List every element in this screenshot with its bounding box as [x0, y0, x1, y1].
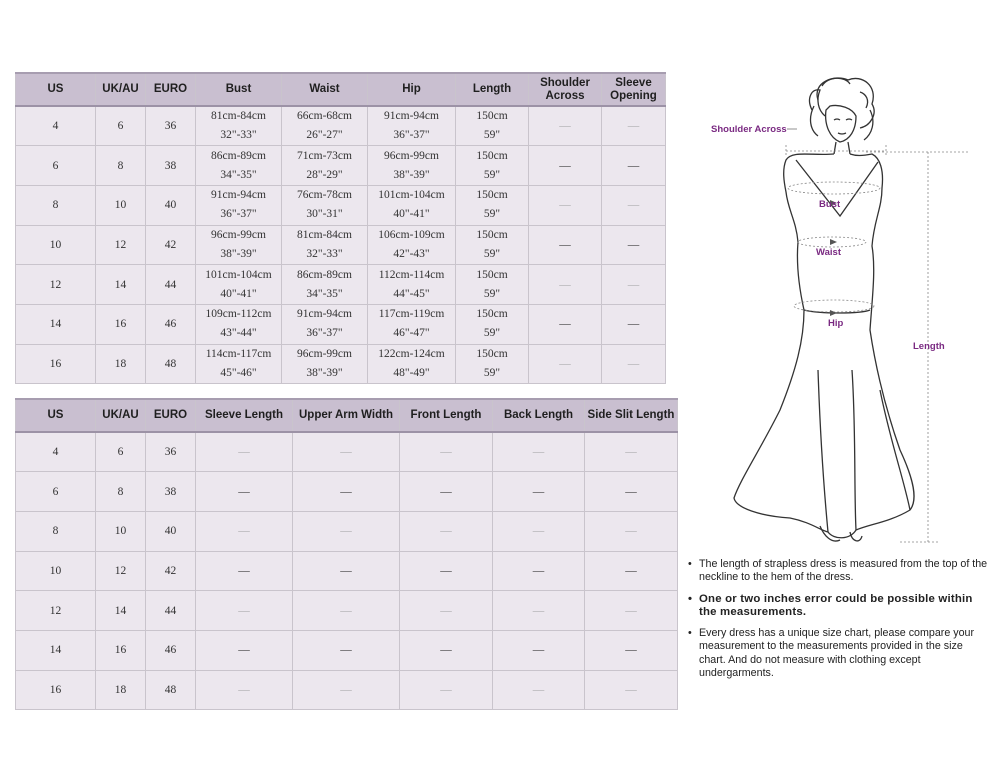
cell-hip-cm: 112cm-114cm: [378, 268, 445, 281]
cell-bust: [196, 344, 282, 384]
header-uk-au: UK/AU: [96, 399, 146, 432]
cell-side-slit-length: —: [585, 670, 678, 710]
cell-euro: 40: [146, 185, 196, 225]
cell-bust-inch: 43"-44": [220, 327, 257, 340]
header-sleeve-opening: Sleeve Opening: [602, 73, 666, 106]
header-side-slit-length: Side Slit Length: [585, 399, 678, 432]
header-sleeve-length: Sleeve Length: [196, 399, 293, 432]
cell-upper-arm-width: —: [293, 472, 400, 512]
cell-length: [456, 265, 529, 305]
cell-bust-inch: 45"-46": [220, 366, 257, 379]
cell-euro: 38: [146, 472, 196, 512]
cell-bust: [196, 185, 282, 225]
table-row: [16, 432, 678, 472]
cell-length-inch: 59": [483, 247, 501, 260]
cell-waist-cm: 76cm-78cm: [297, 189, 352, 202]
cell-shoulder-across: —: [529, 106, 602, 146]
cell-shoulder-across: —: [529, 225, 602, 265]
cell-length-inch: 59": [483, 129, 501, 142]
cell-us: 10: [16, 551, 96, 591]
cell-front-length: —: [400, 472, 493, 512]
cell-side-slit-length: —: [585, 551, 678, 591]
table-row: [16, 265, 666, 305]
cell-us: 4: [16, 432, 96, 472]
cell-shoulder-across: —: [529, 304, 602, 344]
cell-waist-inch: 36"-37": [306, 327, 343, 340]
cell-side-slit-length: —: [585, 591, 678, 631]
header-euro: EURO: [146, 73, 196, 106]
cell-bust-inch: 34"-35": [220, 168, 257, 181]
cell-waist-inch: 30"-31": [306, 208, 343, 221]
cell-bust: [196, 225, 282, 265]
cell-euro: 46: [146, 630, 196, 670]
header-upper-arm-width: Upper Arm Width: [293, 399, 400, 432]
table-row: [16, 225, 666, 265]
cell-length-inch: 59": [483, 287, 501, 300]
label-length: Length: [913, 341, 945, 352]
cell-bust: [196, 304, 282, 344]
cell-upper-arm-width: —: [293, 670, 400, 710]
cell-hip: [368, 146, 456, 186]
cell-uk-au: 6: [96, 106, 146, 146]
cell-waist: [282, 304, 368, 344]
cell-euro: 42: [146, 225, 196, 265]
cell-length: [456, 225, 529, 265]
cell-sleeve-length: —: [196, 630, 293, 670]
label-waist: Waist: [816, 247, 841, 258]
cell-sleeve-opening: —: [602, 185, 666, 225]
cell-hip-inch: 40"-41": [393, 208, 430, 221]
cell-upper-arm-width: —: [293, 511, 400, 551]
cell-us: 16: [16, 344, 96, 384]
table-row: [16, 185, 666, 225]
note-strapless-length: • The length of strapless dress is measured from the top of the neckline to the hem of the dress.: [686, 558, 990, 585]
cell-uk-au: 8: [96, 146, 146, 186]
cell-us: 16: [16, 670, 96, 710]
cell-back-length: —: [493, 472, 585, 512]
cell-hip-cm: 117cm-119cm: [378, 308, 445, 321]
cell-hip-cm: 122cm-124cm: [378, 347, 445, 360]
cell-waist: [282, 185, 368, 225]
cell-waist-inch: 38"-39": [306, 366, 343, 379]
cell-euro: 46: [146, 304, 196, 344]
note-error-margin: • One or two inches error could be possible within the measurements.: [686, 593, 990, 620]
table2-header-row: [16, 399, 678, 432]
cell-us: 4: [16, 106, 96, 146]
cell-length-inch: 59": [483, 208, 501, 221]
dress-measurement-figure: [700, 70, 990, 550]
cell-length-cm: 150cm: [476, 228, 508, 241]
cell-hip-cm: 106cm-109cm: [378, 228, 445, 241]
cell-uk-au: 18: [96, 670, 146, 710]
cell-hip-cm: 101cm-104cm: [378, 189, 445, 202]
head-illustration: [810, 78, 875, 154]
cell-side-slit-length: —: [585, 432, 678, 472]
table-row: [16, 670, 678, 710]
cell-uk-au: 6: [96, 432, 146, 472]
cell-bust-inch: 36"-37": [220, 208, 257, 221]
cell-front-length: —: [400, 432, 493, 472]
size-table-main: [15, 72, 666, 384]
table-row: [16, 304, 666, 344]
cell-euro: 48: [146, 344, 196, 384]
cell-waist-inch: 28"-29": [306, 168, 343, 181]
cell-back-length: —: [493, 630, 585, 670]
header-uk-au: UK/AU: [96, 73, 146, 106]
cell-length-cm: 150cm: [476, 308, 508, 321]
cell-bust: [196, 265, 282, 305]
header-front-length: Front Length: [400, 399, 493, 432]
cell-sleeve-opening: —: [602, 146, 666, 186]
cell-length-cm: 150cm: [476, 189, 508, 202]
cell-us: 8: [16, 185, 96, 225]
cell-uk-au: 8: [96, 472, 146, 512]
cell-uk-au: 10: [96, 511, 146, 551]
cell-euro: 44: [146, 591, 196, 631]
cell-hip: [368, 185, 456, 225]
cell-waist: [282, 146, 368, 186]
cell-length: [456, 304, 529, 344]
cell-length-cm: 150cm: [476, 149, 508, 162]
header-bust: Bust: [196, 73, 282, 106]
cell-sleeve-opening: —: [602, 106, 666, 146]
cell-us: 10: [16, 225, 96, 265]
cell-bust-inch: 40"-41": [220, 287, 257, 300]
cell-hip-cm: 91cm-94cm: [384, 110, 439, 123]
cell-waist: [282, 225, 368, 265]
table1-header-row: [16, 73, 666, 106]
cell-waist-inch: 32"-33": [306, 247, 343, 260]
header-hip: Hip: [368, 73, 456, 106]
cell-waist-inch: 26"-27": [306, 129, 343, 142]
header-length: Length: [456, 73, 529, 106]
table-row: [16, 106, 666, 146]
cell-bust-cm: 101cm-104cm: [205, 268, 272, 281]
cell-side-slit-length: —: [585, 472, 678, 512]
cell-length: [456, 185, 529, 225]
cell-back-length: —: [493, 551, 585, 591]
cell-bust-cm: 114cm-117cm: [205, 347, 272, 360]
cell-sleeve-length: —: [196, 551, 293, 591]
cell-bust-cm: 86cm-89cm: [211, 149, 266, 162]
header-shoulder-across: Shoulder Across: [529, 73, 602, 106]
cell-hip-inch: 36"-37": [393, 129, 430, 142]
cell-front-length: —: [400, 511, 493, 551]
cell-uk-au: 16: [96, 630, 146, 670]
cell-sleeve-opening: —: [602, 225, 666, 265]
cell-upper-arm-width: —: [293, 630, 400, 670]
dress-illustration: [700, 70, 990, 550]
cell-us: 12: [16, 265, 96, 305]
table-row: [16, 472, 678, 512]
cell-waist-inch: 34"-35": [306, 287, 343, 300]
cell-hip-inch: 38"-39": [393, 168, 430, 181]
cell-upper-arm-width: —: [293, 432, 400, 472]
cell-sleeve-length: —: [196, 511, 293, 551]
cell-euro: 36: [146, 106, 196, 146]
cell-waist-cm: 96cm-99cm: [297, 347, 352, 360]
header-euro: EURO: [146, 399, 196, 432]
note-unique-size-chart: • Every dress has a unique size chart, please compare your measurement to the measurements provided in the size chart. And do not measure with clothing except undergarments.: [686, 627, 990, 680]
header-waist: Waist: [282, 73, 368, 106]
header-us: US: [16, 399, 96, 432]
cell-waist: [282, 106, 368, 146]
cell-waist-cm: 86cm-89cm: [297, 268, 352, 281]
cell-hip-inch: 48"-49": [393, 366, 430, 379]
cell-length: [456, 106, 529, 146]
table-row: [16, 344, 666, 384]
cell-hip-inch: 44"-45": [393, 287, 430, 300]
table-row: [16, 630, 678, 670]
cell-length: [456, 344, 529, 384]
label-shoulder-across: Shoulder Across: [711, 124, 787, 135]
cell-euro: 40: [146, 511, 196, 551]
cell-hip-cm: 96cm-99cm: [384, 149, 439, 162]
cell-front-length: —: [400, 670, 493, 710]
cell-hip-inch: 42"-43": [393, 247, 430, 260]
cell-sleeve-length: —: [196, 591, 293, 631]
cell-sleeve-opening: —: [602, 344, 666, 384]
cell-bust: [196, 106, 282, 146]
cell-bust: [196, 146, 282, 186]
cell-side-slit-length: —: [585, 630, 678, 670]
cell-bust-cm: 109cm-112cm: [205, 308, 272, 321]
cell-us: 14: [16, 304, 96, 344]
cell-bust-inch: 32"-33": [220, 129, 257, 142]
measurement-notes: [686, 558, 990, 688]
cell-uk-au: 12: [96, 551, 146, 591]
size-table-secondary: [15, 398, 678, 710]
cell-sleeve-opening: —: [602, 265, 666, 305]
cell-uk-au: 14: [96, 591, 146, 631]
cell-hip-inch: 46"-47": [393, 327, 430, 340]
cell-hip: [368, 225, 456, 265]
cell-hip: [368, 106, 456, 146]
cell-sleeve-opening: —: [602, 304, 666, 344]
cell-shoulder-across: —: [529, 185, 602, 225]
cell-length-inch: 59": [483, 366, 501, 379]
cell-length-inch: 59": [483, 327, 501, 340]
table-row: [16, 551, 678, 591]
cell-back-length: —: [493, 511, 585, 551]
cell-sleeve-length: —: [196, 472, 293, 512]
cell-front-length: —: [400, 630, 493, 670]
cell-front-length: —: [400, 551, 493, 591]
table-row: [16, 146, 666, 186]
cell-us: 12: [16, 591, 96, 631]
cell-shoulder-across: —: [529, 344, 602, 384]
cell-uk-au: 12: [96, 225, 146, 265]
table-row: [16, 591, 678, 631]
cell-bust-cm: 91cm-94cm: [211, 189, 266, 202]
cell-waist-cm: 91cm-94cm: [297, 308, 352, 321]
cell-shoulder-across: —: [529, 146, 602, 186]
cell-back-length: —: [493, 432, 585, 472]
cell-us: 6: [16, 146, 96, 186]
cell-bust-cm: 81cm-84cm: [211, 110, 266, 123]
cell-uk-au: 16: [96, 304, 146, 344]
cell-length-inch: 59": [483, 168, 501, 181]
cell-uk-au: 14: [96, 265, 146, 305]
table-row: [16, 511, 678, 551]
cell-length: [456, 146, 529, 186]
cell-us: 14: [16, 630, 96, 670]
cell-uk-au: 18: [96, 344, 146, 384]
cell-euro: 48: [146, 670, 196, 710]
cell-hip: [368, 344, 456, 384]
cell-euro: 36: [146, 432, 196, 472]
cell-sleeve-length: —: [196, 670, 293, 710]
cell-waist-cm: 66cm-68cm: [297, 110, 352, 123]
cell-us: 6: [16, 472, 96, 512]
header-back-length: Back Length: [493, 399, 585, 432]
cell-front-length: —: [400, 591, 493, 631]
cell-back-length: —: [493, 591, 585, 631]
cell-length-cm: 150cm: [476, 110, 508, 123]
cell-us: 8: [16, 511, 96, 551]
cell-shoulder-across: —: [529, 265, 602, 305]
label-bust: Bust: [819, 199, 841, 210]
cell-back-length: —: [493, 670, 585, 710]
cell-waist-cm: 71cm-73cm: [297, 149, 352, 162]
label-hip: Hip: [828, 318, 844, 329]
dress-outline: [734, 154, 914, 541]
cell-bust-cm: 96cm-99cm: [211, 228, 266, 241]
cell-upper-arm-width: —: [293, 591, 400, 631]
cell-upper-arm-width: —: [293, 551, 400, 591]
cell-euro: 44: [146, 265, 196, 305]
header-us: US: [16, 73, 96, 106]
cell-waist-cm: 81cm-84cm: [297, 228, 352, 241]
cell-euro: 38: [146, 146, 196, 186]
cell-bust-inch: 38"-39": [220, 247, 257, 260]
cell-waist: [282, 265, 368, 305]
cell-sleeve-length: —: [196, 432, 293, 472]
cell-side-slit-length: —: [585, 511, 678, 551]
cell-length-cm: 150cm: [476, 268, 508, 281]
cell-euro: 42: [146, 551, 196, 591]
cell-hip: [368, 304, 456, 344]
cell-uk-au: 10: [96, 185, 146, 225]
cell-length-cm: 150cm: [476, 347, 508, 360]
cell-hip: [368, 265, 456, 305]
cell-waist: [282, 344, 368, 384]
